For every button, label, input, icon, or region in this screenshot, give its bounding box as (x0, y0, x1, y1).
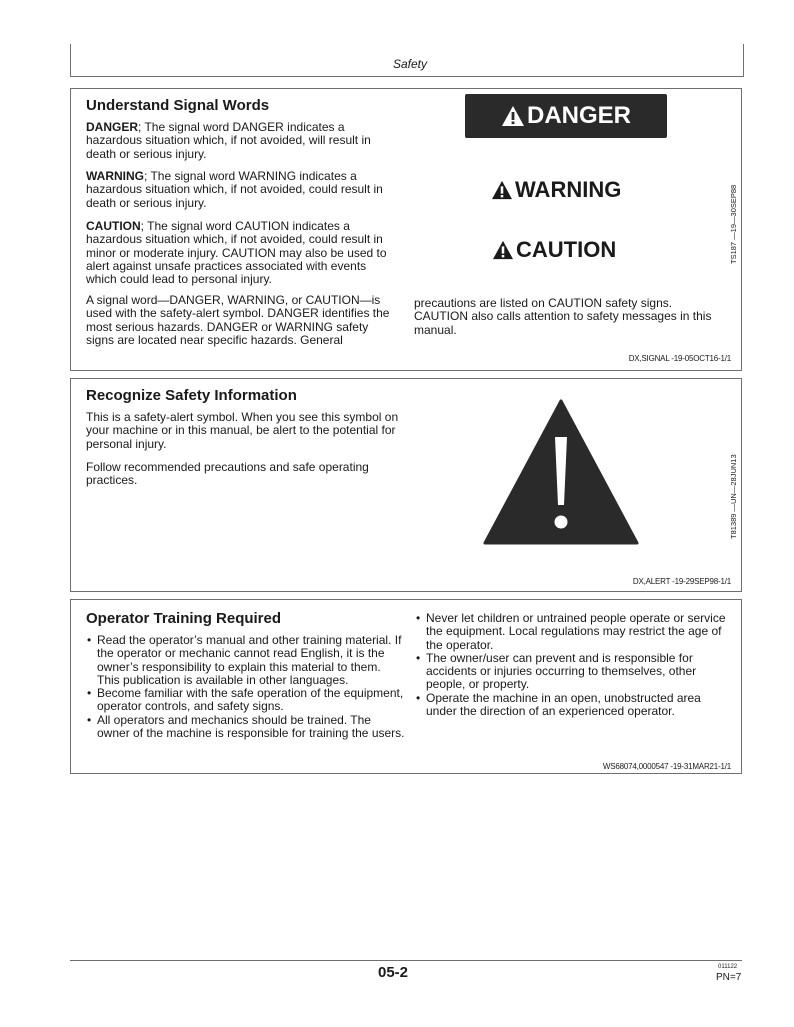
safety-alert-icon (492, 240, 514, 260)
footer-small-code: 011122 (718, 964, 738, 970)
warning-text: ; The signal word WARNING indicates a hazardous situation which, if not avoided, could result in death or serious injury. (86, 169, 383, 210)
section-signal-words (70, 88, 742, 371)
training-list-right (416, 612, 726, 718)
list-item: • Never let children or untrained people operate or service the equipment. Local regulations may restrict the age of the operator. (416, 612, 726, 652)
warning-label: WARNING (515, 177, 622, 202)
reference-code: WS68074,0000547 -19-31MAR21-1/1 (602, 762, 731, 771)
warning-sign (491, 175, 621, 205)
list-item: • The owner/user can prevent and is responsible for accidents or injuries occurring to themselves, other people, or property. (416, 652, 726, 692)
section-heading: Recognize Safety Information (86, 387, 297, 404)
section-operator-training (70, 599, 742, 774)
list-item: • Operate the machine in an open, unobstructed area under the direction of an experienced operator. (416, 692, 726, 719)
reference-code: DX,SIGNAL -19-05OCT16-1/1 (628, 354, 731, 363)
section-heading: Understand Signal Words (86, 97, 270, 114)
section-heading: Operator Training Required (86, 610, 282, 627)
image-code: TS187 —19—30SEP88 (729, 184, 738, 264)
signal-word-paragraph-left: A signal word—DANGER, WARNING, or CAUTION—is used with the safety-alert symbol. DANGER identifies the most serious hazards. DANGER or WARNING safety signs are located near specific hazards. General (86, 293, 390, 347)
danger-sign (465, 94, 667, 138)
safety-alert-icon (491, 180, 513, 200)
caution-term: CAUTION (86, 219, 141, 233)
header-title: Safety (392, 57, 427, 71)
section-safety-information (70, 378, 742, 592)
warning-term: WARNING (86, 169, 144, 183)
list-item: • All operators and mechanics should be trained. The owner of the machine is responsible for training the users. (87, 714, 405, 741)
signal-word-paragraph-right: precautions are listed on CAUTION safety signs. CAUTION also calls attention to safety messages in this manual. (414, 296, 712, 337)
warning-paragraph (86, 170, 391, 210)
danger-paragraph (86, 121, 386, 161)
list-item: • Read the operator’s manual and other training material. If the operator or mechanic cannot read English, it is the owner’s responsibility to explain this material to them. This publication is available in other languages. (87, 634, 405, 687)
safety-info-paragraph-1: This is a safety-alert symbol. When you see this symbol on your machine or in this manual, be alert to the potential for personal injury. (86, 410, 399, 451)
caution-sign (492, 235, 616, 265)
training-list-left (87, 634, 405, 740)
safety-alert-symbol-icon (481, 397, 641, 547)
reference-code: DX,ALERT -19-29SEP98-1/1 (632, 577, 731, 586)
danger-label: DANGER (526, 102, 631, 129)
safety-alert-icon (501, 105, 525, 127)
caution-label: CAUTION (516, 237, 617, 262)
footer-divider (70, 960, 742, 961)
danger-text: ; The signal word DANGER indicates a hazardous situation which, if not avoided, will result in death or serious injury. (86, 120, 371, 161)
caution-text: ; The signal word CAUTION indicates a hazardous situation which, if not avoided, could result in minor or moderate injury. CAUTION may also be used to alert against unsafe practices associated with events which could lead to personal injury. (86, 219, 387, 287)
danger-term: DANGER (86, 120, 139, 134)
caution-paragraph (86, 220, 391, 286)
page-header (70, 44, 744, 77)
page-number: 05-2 (378, 964, 409, 981)
image-code: T81389 —UN—28JUN13 (729, 454, 738, 539)
safety-info-paragraph-2: Follow recommended precautions and safe operating practices. (86, 460, 369, 488)
footer-pn: PN=7 (716, 972, 742, 983)
list-item: • Become familiar with the safe operation of the equipment, operator controls, and safety signs. (87, 687, 405, 714)
